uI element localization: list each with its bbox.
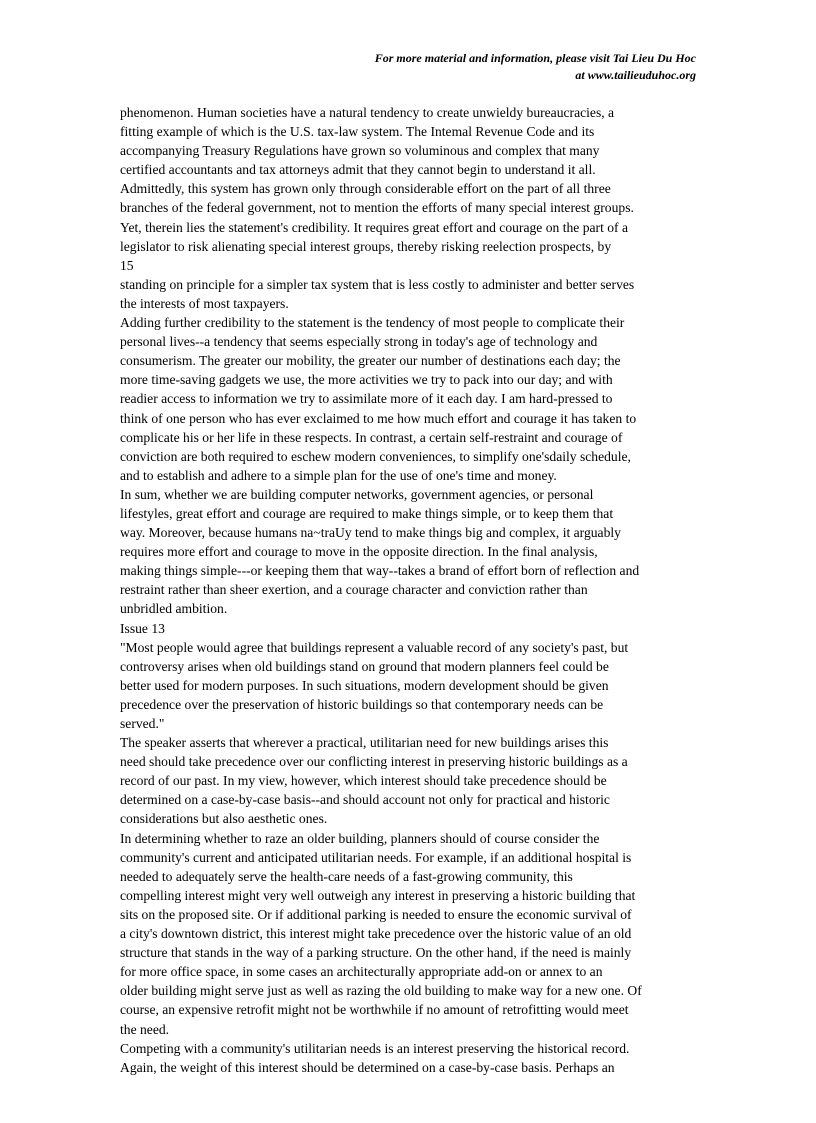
- text-line: the need.: [120, 1021, 170, 1037]
- text-line: Again, the weight of this interest should be determined on a case-by-case basis. Perhaps an: [120, 1059, 615, 1075]
- text-line: complicate his or her life in these respects. In contrast, a certain self-restraint and courage of: [120, 429, 623, 445]
- text-line: requires more effort and courage to move in the opposite direction. In the final analysis,: [120, 544, 598, 560]
- text-line: Yet, therein lies the statement's credibility. It requires great effort and courage on the part of a: [120, 219, 629, 235]
- text-line: Competing with a community's utilitarian needs is an interest preserving the historical record.: [120, 1040, 630, 1056]
- text-line: personal lives--a tendency that seems especially strong in today's age of technology and: [120, 334, 598, 350]
- text-line: course, an expensive retrofit might not be worthwhile if no amount of retrofitting would meet: [120, 1002, 629, 1018]
- text-line: better used for modern purposes. In such situations, modern development should be given: [120, 677, 609, 693]
- text-line: accompanying Treasury Regulations have grown so voluminous and complex that many: [120, 143, 600, 159]
- header-line-2: at www.tailieuduhoc.org: [575, 68, 696, 82]
- text-line: In sum, whether we are building computer networks, government agencies, or personal: [120, 486, 594, 502]
- text-line: way. Moreover, because humans na~traUy tend to make things big and complex, it arguably: [120, 525, 621, 541]
- text-line: consumerism. The greater our mobility, the greater our number of destinations each day; the: [120, 353, 621, 369]
- text-line: compelling interest might very well outweigh any interest in preserving a historic building that: [120, 887, 636, 903]
- text-line: needed to adequately serve the health-care needs of a fast-growing community, this: [120, 868, 573, 884]
- text-line: for more office space, in some cases an architecturally appropriate add-on or annex to an: [120, 964, 603, 980]
- text-line: The speaker asserts that wherever a practical, utilitarian need for new buildings arises this: [120, 735, 609, 751]
- text-line: restraint rather than sheer exertion, and a courage character and conviction rather than: [120, 582, 588, 598]
- text-line: think of one person who has ever exclaimed to me how much effort and courage it has taken to: [120, 410, 637, 426]
- text-line: unbridled ambition.: [120, 601, 228, 617]
- text-line: and to establish and adhere to a simple plan for the use of one's time and money.: [120, 467, 557, 483]
- text-line: sits on the proposed site. Or if additional parking is needed to ensure the economic survival of: [120, 906, 632, 922]
- text-line: controversy arises when old buildings stand on ground that modern planners feel could be: [120, 658, 609, 674]
- text-line: considerations but also aesthetic ones.: [120, 811, 328, 827]
- text-line: branches of the federal government, not to mention the efforts of many special interest groups.: [120, 200, 634, 216]
- text-line: "Most people would agree that buildings represent a valuable record of any society's past, but: [120, 639, 629, 655]
- text-line: fitting example of which is the U.S. tax-law system. The Intemal Revenue Code and its: [120, 124, 595, 140]
- text-line: determined on a case-by-case basis--and should account not only for practical and historic: [120, 792, 610, 808]
- text-line: 15: [120, 257, 134, 273]
- text-line: legislator to risk alienating special interest groups, thereby risking reelection prospects, by: [120, 238, 612, 254]
- text-line: need should take precedence over our conflicting interest in preserving historic buildings as a: [120, 754, 628, 770]
- text-line: the interests of most taxpayers.: [120, 295, 289, 311]
- text-line: precedence over the preservation of historic buildings so that contemporary needs can be: [120, 696, 604, 712]
- page-header: [375, 50, 696, 84]
- text-line: older building might serve just as well as razing the old building to make way for a new one. Of: [120, 983, 642, 999]
- text-line: In determining whether to raze an older building, planners should of course consider the: [120, 830, 600, 846]
- text-line: a city's downtown district, this interest might take precedence over the historic value of an old: [120, 926, 632, 942]
- text-line: Admittedly, this system has grown only through considerable effort on the part of all three: [120, 181, 611, 197]
- text-line: conviction are both required to eschew modern conveniences, to simplify one'sdaily schedule,: [120, 448, 631, 464]
- body-text: [120, 103, 700, 1077]
- text-line: standing on principle for a simpler tax system that is less costly to administer and better serves: [120, 276, 635, 292]
- text-line: certified accountants and tax attorneys admit that they cannot begin to understand it all.: [120, 162, 596, 178]
- text-line: Adding further credibility to the statement is the tendency of most people to complicate their: [120, 315, 625, 331]
- text-line: record of our past. In my view, however, which interest should take precedence should be: [120, 773, 607, 789]
- text-line: served.": [120, 716, 165, 731]
- text-line: Issue 13: [120, 620, 165, 636]
- text-line: community's current and anticipated utilitarian needs. For example, if an additional hospital is: [120, 849, 632, 865]
- text-line: lifestyles, great effort and courage are required to make things simple, or to keep them that: [120, 505, 614, 521]
- text-line: phenomenon. Human societies have a natural tendency to create unwieldy bureaucracies, a: [120, 105, 615, 120]
- text-line: readier access to information we try to assimilate more of it each day. I am hard-pressed to: [120, 391, 613, 407]
- text-line: making things simple---or keeping them that way--takes a brand of effort born of reflection and: [120, 563, 640, 579]
- text-line: more time-saving gadgets we use, the more activities we try to pack into our day; and with: [120, 372, 613, 388]
- header-line-1: For more material and information, please visit Tai Lieu Du Hoc: [374, 51, 696, 65]
- text-line: structure that stands in the way of a parking structure. On the other hand, if the need is mainly: [120, 945, 632, 961]
